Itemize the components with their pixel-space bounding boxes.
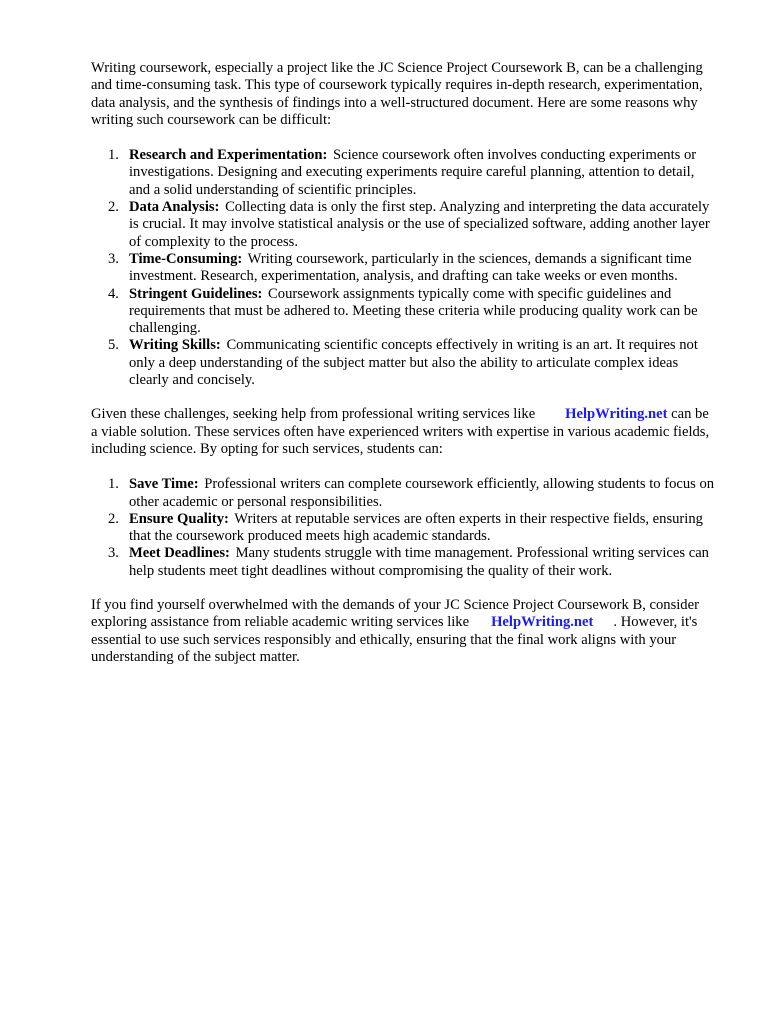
list-item — [91, 199, 718, 251]
services-text-before: Given these challenges, seeking help from professional writing services like — [91, 406, 536, 423]
list-term: Meet Deadlines: — [129, 545, 230, 562]
list-text: Collecting data is only the first step. Analyzing and interpreting the data accurately is crucial. It may involve statistical analysis or the use of specialized software, adding another layer of complexity to the process. — [129, 199, 710, 250]
list-number: 2. — [108, 510, 119, 527]
list-number: 3. — [108, 250, 119, 267]
list-item — [91, 476, 718, 511]
helpwriting-link[interactable]: HelpWriting.net — [491, 614, 594, 631]
list-item — [91, 337, 718, 389]
closing-text-before: If you find yourself overwhelmed with the demands of your JC Science Project Coursework B, consider exploring assistance from reliable academic writing services like — [91, 597, 699, 631]
helpwriting-link[interactable]: HelpWriting.net — [565, 406, 668, 423]
list-item — [91, 511, 718, 546]
list-term: Time-Consuming: — [129, 250, 243, 267]
list-text: Professional writers can complete coursework efficiently, allowing students to focus on other academic or personal responsibilities. — [129, 476, 715, 510]
closing-text-after: However, it's essential to use such services responsibly and ethically, ensuring that the final work aligns with your understanding of the subject matter. — [91, 614, 698, 665]
reasons-list — [91, 147, 718, 389]
list-term: Writing Skills: — [129, 337, 221, 354]
closing-paragraph — [91, 597, 718, 666]
list-text: Coursework assignments typically come with specific guidelines and requirements that must be adhered to. Meeting these criteria while producing quality work can be challenging. — [129, 285, 698, 337]
list-term: Data Analysis: — [129, 199, 220, 216]
list-item — [91, 251, 718, 286]
list-item — [91, 286, 718, 338]
list-text: Communicating scientific concepts effectively in writing is an art. It requires not only a deep understanding of the subject matter but also the ability to articulate complex ideas clearly and concisely. — [129, 337, 698, 389]
list-term: Research and Experimentation: — [129, 147, 328, 164]
list-text: Many students struggle with time management. Professional writing services can help students meet tight deadlines without compromising the quality of their work. — [129, 545, 709, 579]
list-number: 2. — [108, 199, 119, 216]
list-text: Science coursework often involves conducting experiments or investigations. Designing and executing experiments require careful planning, attention to detail, and a solid understanding of scientific principles. — [129, 147, 697, 198]
list-number: 1. — [108, 476, 119, 493]
document-page — [91, 60, 718, 666]
services-paragraph — [91, 406, 718, 458]
closing-period: . — [613, 614, 618, 631]
list-text: Writing coursework, particularly in the sciences, demands a significant time investment. Research, experimentation, analysis, and drafting can take weeks or even months. — [129, 250, 692, 285]
list-term: Ensure Quality: — [129, 510, 229, 527]
list-number: 5. — [108, 337, 119, 354]
services-text-after: can be a viable solution. These services often have experienced writers with expertise in various academic fields, including science. By opting for such services, students can: — [91, 406, 710, 457]
list-number: 1. — [108, 147, 119, 164]
list-item — [91, 147, 718, 199]
list-number: 4. — [108, 285, 119, 302]
list-item — [91, 545, 718, 580]
list-term: Stringent Guidelines: — [129, 285, 263, 302]
list-text: Writers at reputable services are often experts in their respective fields, ensuring that the coursework produced meets high academic standards. — [129, 510, 703, 545]
intro-paragraph: Writing coursework, especially a project like the JC Science Project Coursework B, can be a challenging and time-consuming task. This type of coursework typically requires in-depth research, experimentation, data analysis, and the synthesis of findings into a well-structured document. Here are some reasons why writing such coursework can be difficult: — [91, 60, 703, 128]
list-term: Save Time: — [129, 476, 199, 493]
list-number: 3. — [108, 545, 119, 562]
benefits-list — [91, 476, 718, 580]
